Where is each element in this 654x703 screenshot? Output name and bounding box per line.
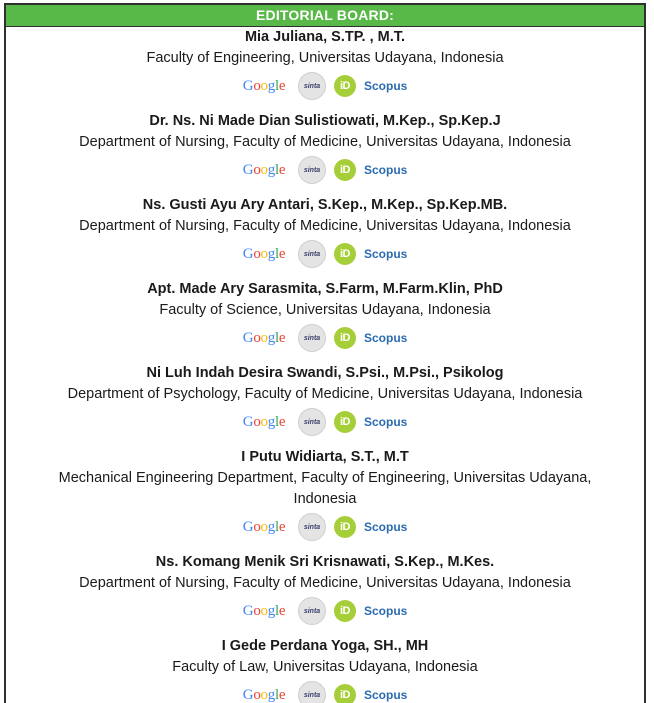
google-letter: o (261, 162, 268, 179)
google-letter: o (253, 330, 260, 347)
google-letter: g (268, 519, 275, 536)
entry-spacer (6, 439, 644, 447)
sinta-icon[interactable]: sinta (298, 324, 326, 352)
member-entry (6, 447, 644, 552)
member-affiliation: Faculty of Science, Universitas Udayana, Indonesia (6, 300, 644, 321)
member-name: Mia Juliana, S.TP. , M.T. (6, 27, 644, 48)
sinta-icon[interactable]: sinta (298, 240, 326, 268)
google-letter: o (253, 687, 260, 703)
google-scholar-icon[interactable] (238, 162, 290, 179)
google-letter: G (243, 414, 254, 431)
member-entry (6, 363, 644, 447)
google-scholar-icon[interactable] (238, 78, 290, 95)
profile-links (6, 594, 644, 628)
sinta-icon[interactable]: sinta (298, 156, 326, 184)
member-entry (6, 279, 644, 363)
editorial-board (4, 3, 646, 703)
member-entry (6, 111, 644, 195)
google-letter: o (261, 414, 268, 431)
google-letter: g (268, 162, 275, 179)
scopus-icon[interactable]: Scopus (364, 247, 412, 261)
profile-links (6, 405, 644, 439)
google-scholar-icon[interactable] (238, 330, 290, 347)
google-scholar-icon[interactable] (238, 414, 290, 431)
google-letter: G (243, 162, 254, 179)
google-scholar-icon[interactable] (238, 519, 290, 536)
google-letter: g (268, 330, 275, 347)
google-letter: o (253, 78, 260, 95)
google-letter: g (268, 414, 275, 431)
google-letter: l (275, 519, 279, 536)
member-affiliation: Faculty of Engineering, Universitas Udayana, Indonesia (6, 48, 644, 69)
member-name: Ni Luh Indah Desira Swandi, S.Psi., M.Psi., Psikolog (6, 363, 644, 384)
google-letter: G (243, 603, 254, 620)
google-scholar-icon[interactable] (238, 246, 290, 263)
google-letter: o (261, 78, 268, 95)
orcid-icon[interactable]: iD (334, 75, 356, 97)
scopus-icon[interactable]: Scopus (364, 604, 412, 618)
board-header: EDITORIAL BOARD: (6, 5, 644, 27)
member-name: Apt. Made Ary Sarasmita, S.Farm, M.Farm.Klin, PhD (6, 279, 644, 300)
profile-links (6, 678, 644, 703)
google-letter: e (279, 162, 285, 179)
google-letter: g (268, 246, 275, 263)
orcid-icon[interactable]: iD (334, 243, 356, 265)
google-letter: G (243, 78, 254, 95)
member-list (6, 27, 644, 703)
google-letter: e (279, 519, 285, 536)
google-letter: G (243, 330, 254, 347)
google-letter: o (261, 246, 268, 263)
member-entry (6, 552, 644, 636)
member-affiliation: Faculty of Law, Universitas Udayana, Indonesia (6, 657, 644, 678)
google-letter: g (268, 687, 275, 703)
member-affiliation: Mechanical Engineering Department, Faculty of Engineering, Universitas Udayana, Indonesia (6, 468, 644, 510)
sinta-icon[interactable]: sinta (298, 597, 326, 625)
sinta-icon[interactable]: sinta (298, 513, 326, 541)
profile-links (6, 510, 644, 544)
profile-links (6, 69, 644, 103)
scopus-icon[interactable]: Scopus (364, 79, 412, 93)
member-entry (6, 27, 644, 111)
google-letter: e (279, 246, 285, 263)
sinta-icon[interactable]: sinta (298, 72, 326, 100)
google-letter: o (253, 414, 260, 431)
orcid-icon[interactable]: iD (334, 159, 356, 181)
member-name: Ns. Gusti Ayu Ary Antari, S.Kep., M.Kep., Sp.Kep.MB. (6, 195, 644, 216)
google-letter: o (253, 603, 260, 620)
google-letter: e (279, 330, 285, 347)
orcid-icon[interactable]: iD (334, 411, 356, 433)
google-letter: e (279, 414, 285, 431)
google-letter: o (261, 330, 268, 347)
member-entry (6, 636, 644, 703)
google-letter: G (243, 519, 254, 536)
google-letter: o (253, 246, 260, 263)
google-letter: l (275, 330, 279, 347)
scopus-icon[interactable]: Scopus (364, 415, 412, 429)
entry-spacer (6, 628, 644, 636)
profile-links (6, 321, 644, 355)
member-name: Ns. Komang Menik Sri Krisnawati, S.Kep., M.Kes. (6, 552, 644, 573)
orcid-icon[interactable]: iD (334, 516, 356, 538)
member-name: I Gede Perdana Yoga, SH., MH (6, 636, 644, 657)
entry-spacer (6, 187, 644, 195)
google-letter: l (275, 687, 279, 703)
google-letter: g (268, 603, 275, 620)
google-letter: o (261, 603, 268, 620)
profile-links (6, 153, 644, 187)
google-letter: l (275, 603, 279, 620)
member-name: Dr. Ns. Ni Made Dian Sulistiowati, M.Kep., Sp.Kep.J (6, 111, 644, 132)
entry-spacer (6, 103, 644, 111)
profile-links (6, 237, 644, 271)
entry-spacer (6, 544, 644, 552)
scopus-icon[interactable]: Scopus (364, 331, 412, 345)
google-letter: l (275, 162, 279, 179)
member-name: I Putu Widiarta, S.T., M.T (6, 447, 644, 468)
member-affiliation: Department of Nursing, Faculty of Medicine, Universitas Udayana, Indonesia (6, 573, 644, 594)
google-letter: G (243, 246, 254, 263)
member-affiliation: Department of Psychology, Faculty of Medicine, Universitas Udayana, Indonesia (6, 384, 644, 405)
sinta-icon[interactable]: sinta (298, 408, 326, 436)
member-entry (6, 195, 644, 279)
member-affiliation: Department of Nursing, Faculty of Medicine, Universitas Udayana, Indonesia (6, 216, 644, 237)
orcid-icon[interactable]: iD (334, 600, 356, 622)
google-letter: G (243, 687, 254, 703)
google-letter: e (279, 603, 285, 620)
google-letter: l (275, 78, 279, 95)
google-letter: l (275, 414, 279, 431)
scopus-icon[interactable]: Scopus (364, 520, 412, 534)
google-scholar-icon[interactable] (238, 603, 290, 620)
entry-spacer (6, 271, 644, 279)
member-affiliation: Department of Nursing, Faculty of Medicine, Universitas Udayana, Indonesia (6, 132, 644, 153)
google-letter: o (261, 519, 268, 536)
google-letter: g (268, 78, 275, 95)
google-letter: o (253, 519, 260, 536)
google-letter: o (253, 162, 260, 179)
google-letter: e (279, 687, 285, 703)
google-letter: e (279, 78, 285, 95)
sinta-icon[interactable]: sinta (298, 681, 326, 703)
orcid-icon[interactable]: iD (334, 684, 356, 703)
scopus-icon[interactable]: Scopus (364, 163, 412, 177)
scopus-icon[interactable]: Scopus (364, 688, 412, 702)
orcid-icon[interactable]: iD (334, 327, 356, 349)
entry-spacer (6, 355, 644, 363)
google-letter: o (261, 687, 268, 703)
google-scholar-icon[interactable] (238, 687, 290, 703)
google-letter: l (275, 246, 279, 263)
